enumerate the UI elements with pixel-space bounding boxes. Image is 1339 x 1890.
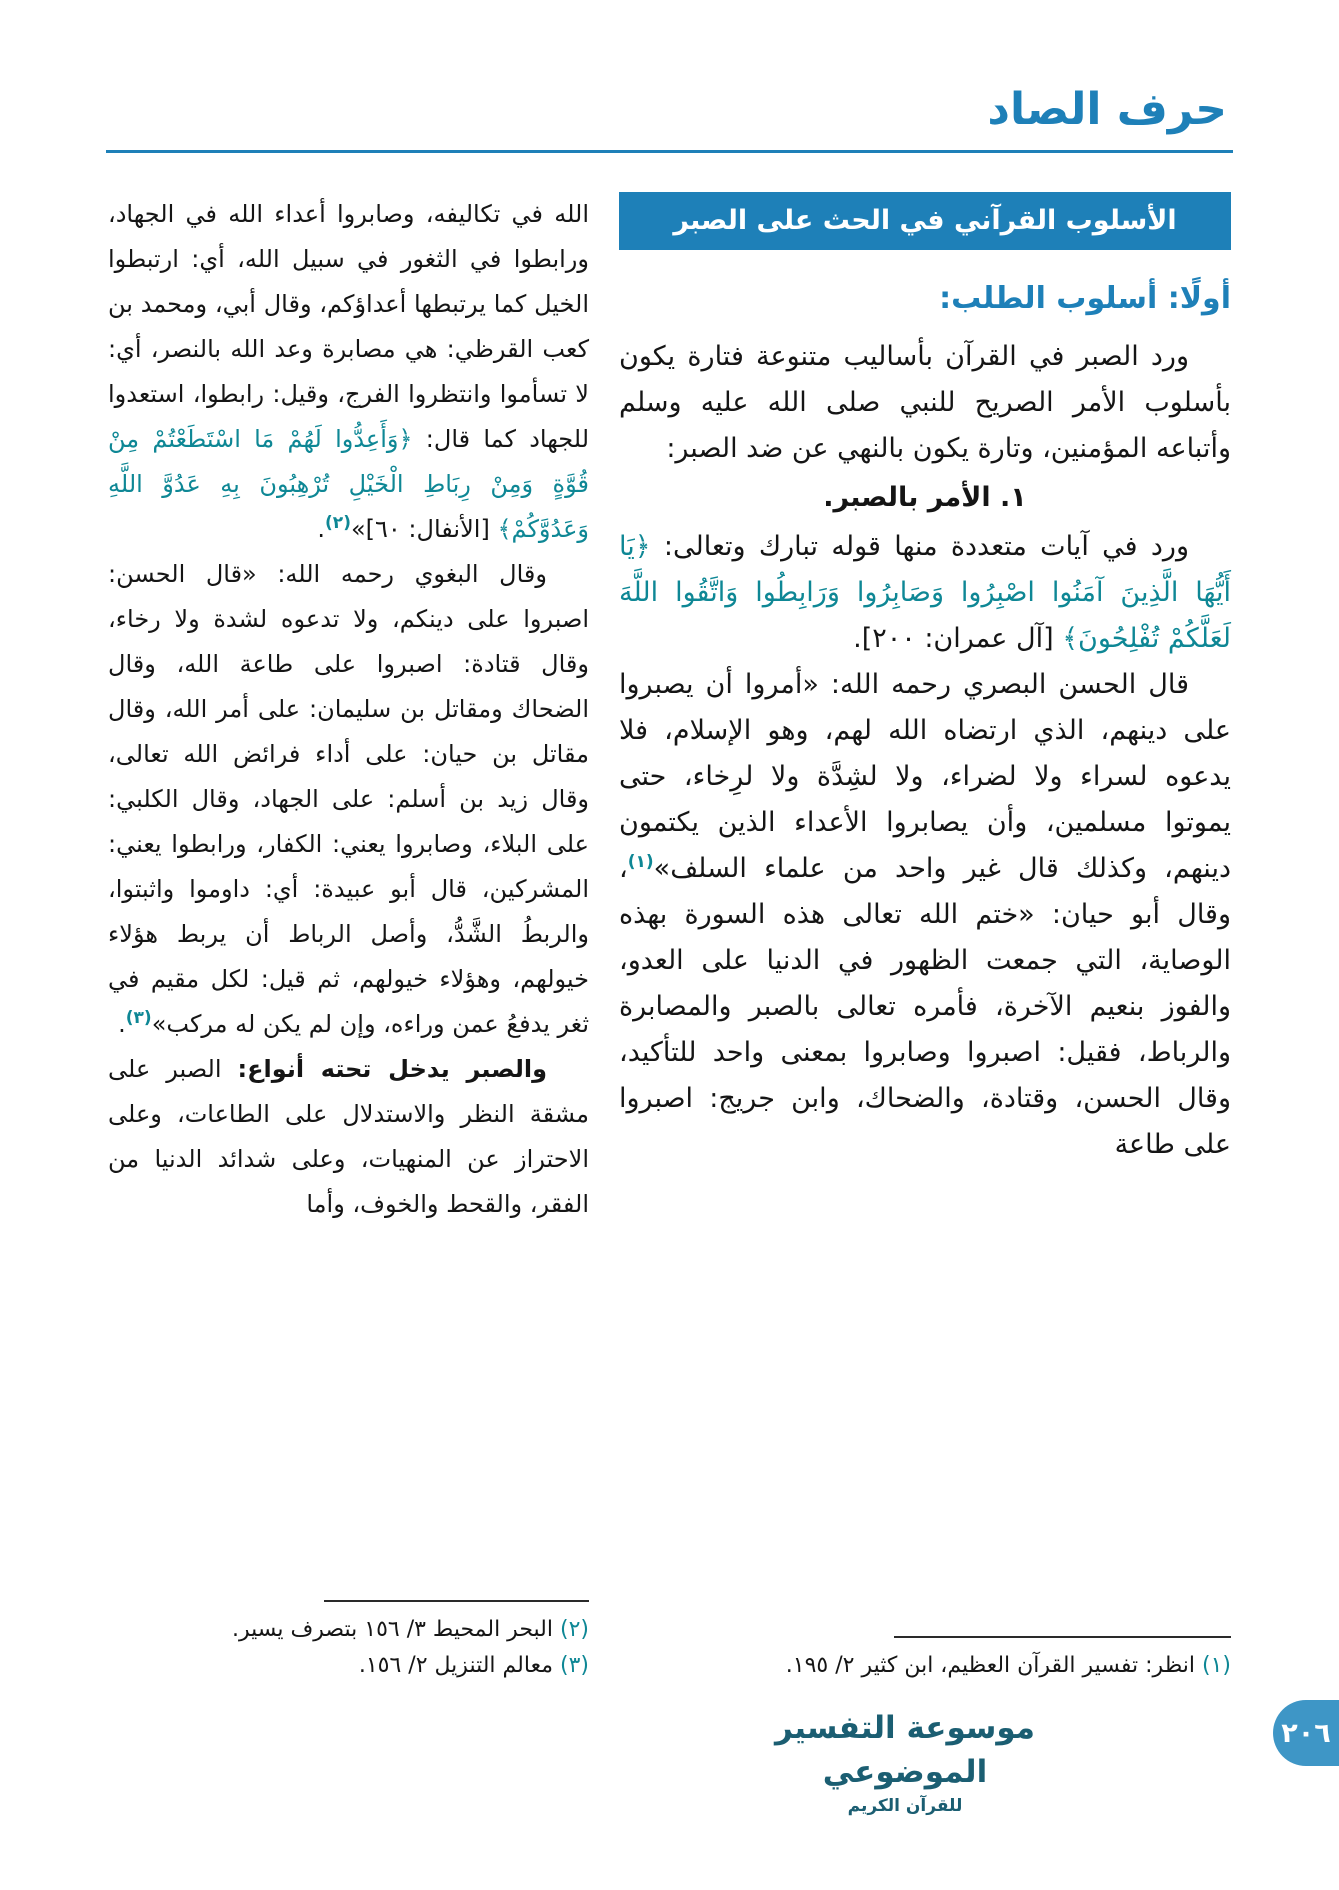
quran-verse: ﴿وَأَعِدُّوا لَهُمْ مَا اسْتَطَعْتُمْ مِنْ قُوَّةٍ وَمِنْ رِبَاطِ الْخَيْلِ تُرْهِبُونَ بِهِ عَدُوَّ اللَّهِ وَعَدُوَّكُمْ﴾ [108, 425, 589, 543]
body-text: ، وقال أبو حيان: «ختم الله تعالى هذه السورة بهذه الوصاية، التي جمعت الظهور في الدنيا على العدو، والفوز بنعيم الآخرة، فأمره تعالى بالصبر والمصابرة والرباط، فقيل: اصبروا وصابروا بمعنى واحد للتأكيد، وقال الحسن، وقتادة، والضحاك، وابن جريج: اصبروا على طاعة [619, 853, 1231, 1160]
section-subtitle: أولًا: أسلوب الطلب: [939, 281, 1231, 316]
paragraph [108, 552, 589, 1047]
footnote-number: (٢) [559, 1617, 589, 1642]
paragraph [619, 524, 1231, 662]
paragraph [108, 192, 589, 552]
paragraph [619, 334, 1231, 472]
footnote-marker: (٢) [325, 513, 351, 533]
body-text: . [118, 1010, 126, 1038]
footnote-text: معالم التنزيل ٢/ ١٥٦. [358, 1653, 553, 1678]
numbered-item: ١. الأمر بالصبر. [823, 482, 1027, 513]
header-rule [106, 150, 1233, 153]
publisher-logo-title: موسوعة التفسير الموضوعي [774, 1710, 1036, 1790]
footnote [619, 1648, 1231, 1684]
footnote [108, 1612, 589, 1648]
footnotes-left [108, 1600, 589, 1684]
footnote-text: البحر المحيط ٣/ ١٥٦ بتصرف يسير. [231, 1617, 553, 1642]
footnote-text: انظر: تفسير القرآن العظيم، ابن كثير ٢/ ١٩٥. [785, 1653, 1195, 1678]
section-title-box: الأسلوب القرآني في الحث على الصبر [619, 192, 1231, 250]
body-text: ورد الصبر في القرآن بأساليب متنوعة فتارة يكون بأسلوب الأمر الصريح للنبي صلى الله عليه وسلم وأتباعه المؤمنين، وتارة يكون بالنهي عن ضد الصبر: [619, 341, 1231, 464]
footnotes-right [619, 1636, 1231, 1684]
footnote-marker: (١) [627, 852, 654, 872]
column-left [108, 192, 589, 1684]
footnote [108, 1648, 589, 1684]
footnote-rule [324, 1600, 589, 1602]
footnote-marker: (٣) [125, 1008, 152, 1028]
body-text: قال الحسن البصري رحمه الله: «أمروا أن يصبروا على دينهم، الذي ارتضاه الله لهم، وهو الإسلام، فلا يدعوه لسراء ولا لضراء، ولا لشِدَّة ولا لرِخاء، حتى يموتوا مسلمين، وأن يصابروا الأعداء الذين يكتمون دينهم، وكذلك قال غير واحد من علماء السلف» [619, 669, 1231, 884]
publisher-logo-subtitle: للقرآن الكريم [847, 1796, 963, 1816]
publisher-logo [745, 1706, 1065, 1818]
body-text: ورد في آيات متعددة منها قوله تبارك وتعالى: [650, 531, 1189, 562]
bold-lead: والصبر يدخل تحته أنواع: [237, 1055, 547, 1083]
column-right [619, 192, 1231, 1684]
footnote-number: (٣) [559, 1653, 589, 1678]
body-text: وقال البغوي رحمه الله: «قال الحسن: اصبروا على دينكم، ولا تدعوه لشدة ولا رخاء، وقال قتادة: اصبروا على طاعة الله، وقال الضحاك ومقاتل بن سليمان: على أمر الله، وقال مقاتل بن حيان: على أداء فرائض الله تعالى، وقال زيد بن أسلم: على الجهاد، وقال الكلبي: على البلاء، وصابروا يعني: الكفار، ورابطوا يعني: المشركين، قال أبو عبيدة: أي: داوموا واثبتوا، والربطُ الشَّدُّ، وأصل الرباط أن يربط هؤلاء خيولهم، وهؤلاء خيولهم، ثم قيل: لكل مقيم في ثغر يدفعُ عمن وراءه، وإن لم يكن له مركب» [108, 560, 589, 1038]
body-text: الله في تكاليفه، وصابروا أعداء الله في الجهاد، ورابطوا في الثغور في سبيل الله، أي: ارتبطوا الخيل كما يرتبطها أعداؤكم، وقال أبي، ومحمد بن كعب القرظي: هي مصابرة وعد الله بالنصر، أي: لا تسأموا وانتظروا الفرج، وقيل: رابطوا، استعدوا للجهاد كما قال: [108, 200, 590, 453]
footnote-rule [894, 1636, 1231, 1638]
footnote-number: (١) [1201, 1653, 1231, 1678]
page-number: ٢٠٦ [1281, 1717, 1331, 1749]
quran-verse: ﴿يَا أَيُّهَا الَّذِينَ آمَنُوا اصْبِرُوا وَصَابِرُوا وَرَابِطُوا وَاتَّقُوا اللَّهَ لَعَلَّكُمْ تُفْلِحُونَ﴾ [619, 531, 1231, 654]
paragraph [619, 662, 1231, 1168]
paragraph [108, 1047, 589, 1227]
body-text: . [317, 515, 326, 543]
body-text: الصبر على مشقة النظر والاستدلال على الطاعات، وعلى الاحتراز عن المنهيات، وعلى شدائد الدنيا من الفقر، والقحط والخوف، وأما [108, 1055, 589, 1218]
page-number-tab [1273, 1700, 1339, 1766]
verse-reference: [آل عمران: ٢٠٠]. [853, 623, 1063, 654]
chapter-title: حرف الصاد [987, 84, 1227, 135]
content-columns [108, 192, 1231, 1684]
verse-reference: [الأنفال: ٦٠]» [350, 515, 498, 543]
